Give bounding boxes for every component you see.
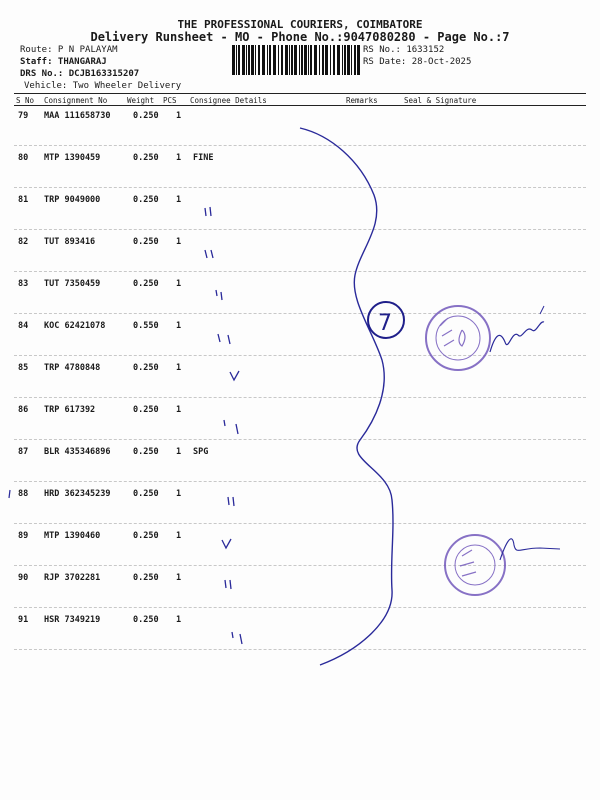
cell-pcs: 1 — [176, 489, 182, 499]
drs-number: DRS No.: DCJB163315207 — [20, 69, 140, 79]
cell-consignment: KOC 62421078 — [44, 321, 106, 331]
col-seal-signature: Seal & Signature — [404, 96, 477, 105]
cell-consignee: SPG — [193, 447, 209, 457]
barcode-bar — [242, 45, 245, 75]
cell-sno: 82 — [18, 237, 29, 247]
cell-sno: 90 — [18, 573, 29, 583]
cell-weight: 0.250 — [133, 405, 159, 415]
barcode-bar — [281, 45, 283, 75]
cell-weight: 0.250 — [133, 195, 159, 205]
barcode-bar — [314, 45, 317, 75]
barcode-bar — [304, 45, 307, 75]
cell-pcs: 1 — [176, 153, 182, 163]
cell-weight: 0.250 — [133, 363, 159, 373]
barcode-bar — [255, 45, 256, 75]
barcode-bar — [299, 45, 300, 75]
cell-weight: 0.250 — [133, 573, 159, 583]
barcode-bar — [262, 45, 265, 75]
company-stamp-1 — [426, 306, 490, 370]
cell-consignment: TUT 7350459 — [44, 279, 101, 289]
cell-pcs: 1 — [176, 405, 182, 415]
cell-weight: 0.250 — [133, 279, 159, 289]
barcode-bar — [337, 45, 340, 75]
signature-1 — [490, 322, 544, 352]
cell-weight: 0.250 — [133, 615, 159, 625]
barcode-bar — [342, 45, 343, 75]
cell-weight: 0.250 — [133, 237, 159, 247]
barcode-bar — [330, 45, 331, 75]
barcode-bar — [289, 45, 290, 75]
circled-number: 7 — [378, 311, 392, 336]
cell-consignment: MTP 1390460 — [44, 531, 101, 541]
cell-sno: 87 — [18, 447, 29, 457]
cell-sno: 86 — [18, 405, 29, 415]
barcode-bar — [322, 45, 324, 75]
row-separator — [14, 481, 586, 482]
rs-number: RS No.: 1633152 — [363, 45, 445, 55]
cell-consignment: MTP 1390459 — [44, 153, 101, 163]
barcode-bar — [310, 45, 312, 75]
cell-sno: 81 — [18, 195, 29, 205]
row-separator — [14, 229, 586, 230]
cell-consignee: FINE — [193, 153, 214, 163]
barcode-bar — [357, 45, 360, 75]
barcode-bar — [294, 45, 297, 75]
cell-pcs: 1 — [176, 195, 182, 205]
cell-weight: 0.250 — [133, 447, 159, 457]
cell-pcs: 1 — [176, 615, 182, 625]
barcode-bar — [308, 45, 309, 75]
barcode-bar — [273, 45, 276, 75]
barcode-bar — [232, 45, 235, 75]
row-separator — [14, 565, 586, 566]
barcode-bar — [325, 45, 328, 75]
cell-sno: 84 — [18, 321, 29, 331]
cell-sno: 79 — [18, 111, 29, 121]
barcode-bar — [267, 45, 268, 75]
barcode-bar — [333, 45, 335, 75]
row-separator — [14, 523, 586, 524]
cell-consignment: TRP 4780848 — [44, 363, 101, 373]
cell-pcs: 1 — [176, 279, 182, 289]
barcode-bar — [269, 45, 271, 75]
row-separator — [14, 313, 586, 314]
barcode-bar — [251, 45, 254, 75]
row-separator — [14, 397, 586, 398]
cell-consignment: HRD 362345239 — [44, 489, 111, 499]
cell-pcs: 1 — [176, 447, 182, 457]
barcode — [232, 45, 360, 75]
barcode-bar — [351, 45, 352, 75]
circled-number-ring — [368, 302, 404, 338]
cell-consignment: BLR 435346896 — [44, 447, 111, 457]
col-sno: S No — [16, 96, 35, 105]
cell-consignment: TRP 617392 — [44, 405, 96, 415]
barcode-bar — [278, 45, 279, 75]
cell-pcs: 1 — [176, 237, 182, 247]
col-consignment: Consignment No — [44, 96, 108, 105]
row-separator — [14, 649, 586, 650]
barcode-bar — [238, 45, 240, 75]
cell-weight: 0.250 — [133, 489, 159, 499]
col-weight: Weight — [127, 96, 155, 105]
runsheet-title: Delivery Runsheet - MO - Phone No.:9047080280 - Page No.:7 — [90, 30, 510, 44]
cell-weight: 0.250 — [133, 111, 159, 121]
col-consignee: Consignee Details — [190, 96, 267, 105]
cell-sno: 85 — [18, 363, 29, 373]
header-bottom-rule — [14, 105, 586, 106]
cell-pcs: 1 — [176, 573, 182, 583]
barcode-bar — [319, 45, 320, 75]
cell-consignment: RJP 3702281 — [44, 573, 101, 583]
route-label: Route: P N PALAYAM — [20, 45, 118, 55]
cell-pcs: 1 — [176, 531, 182, 541]
company-name: THE PROFESSIONAL COURIERS, COIMBATORE — [177, 18, 423, 31]
header-top-rule — [14, 93, 586, 94]
cell-consignment: TRP 9049000 — [44, 195, 101, 205]
cell-sno: 83 — [18, 279, 29, 289]
col-pcs: PCS — [163, 96, 177, 105]
cell-pcs: 1 — [176, 321, 182, 331]
row-separator — [14, 187, 586, 188]
rs-date: RS Date: 28-Oct-2025 — [363, 57, 472, 67]
cell-consignment: MAA 111658730 — [44, 111, 111, 121]
barcode-bar — [291, 45, 293, 75]
cell-weight: 0.250 — [133, 153, 159, 163]
cell-sno: 80 — [18, 153, 29, 163]
vehicle-label: Vehicle: Two Wheeler Delivery — [24, 81, 182, 91]
ditto-marks — [205, 207, 242, 644]
signature-2 — [500, 539, 560, 560]
cell-sno: 91 — [18, 615, 29, 625]
cell-pcs: 1 — [176, 363, 182, 373]
barcode-bar — [347, 45, 350, 75]
barcode-bar — [258, 45, 260, 75]
cell-sno: 89 — [18, 531, 29, 541]
barcode-bar — [246, 45, 247, 75]
cell-consignment: HSR 7349219 — [44, 615, 101, 625]
cell-pcs: 1 — [176, 111, 182, 121]
row-separator — [14, 145, 586, 146]
cell-consignment: TUT 893416 — [44, 237, 96, 247]
col-remarks: Remarks — [346, 96, 378, 105]
barcode-bar — [248, 45, 250, 75]
row-separator — [14, 607, 586, 608]
barcode-bar — [301, 45, 303, 75]
row-separator — [14, 355, 586, 356]
cell-sno: 88 — [18, 489, 29, 499]
row-separator — [14, 439, 586, 440]
barcode-bar — [354, 45, 356, 75]
barcode-bar — [236, 45, 237, 75]
staff-label: Staff: THANGARAJ — [20, 57, 107, 67]
row-separator — [14, 271, 586, 272]
cell-weight: 0.550 — [133, 321, 159, 331]
cell-weight: 0.250 — [133, 531, 159, 541]
barcode-bar — [344, 45, 346, 75]
barcode-bar — [285, 45, 288, 75]
margin-mark — [9, 490, 10, 498]
